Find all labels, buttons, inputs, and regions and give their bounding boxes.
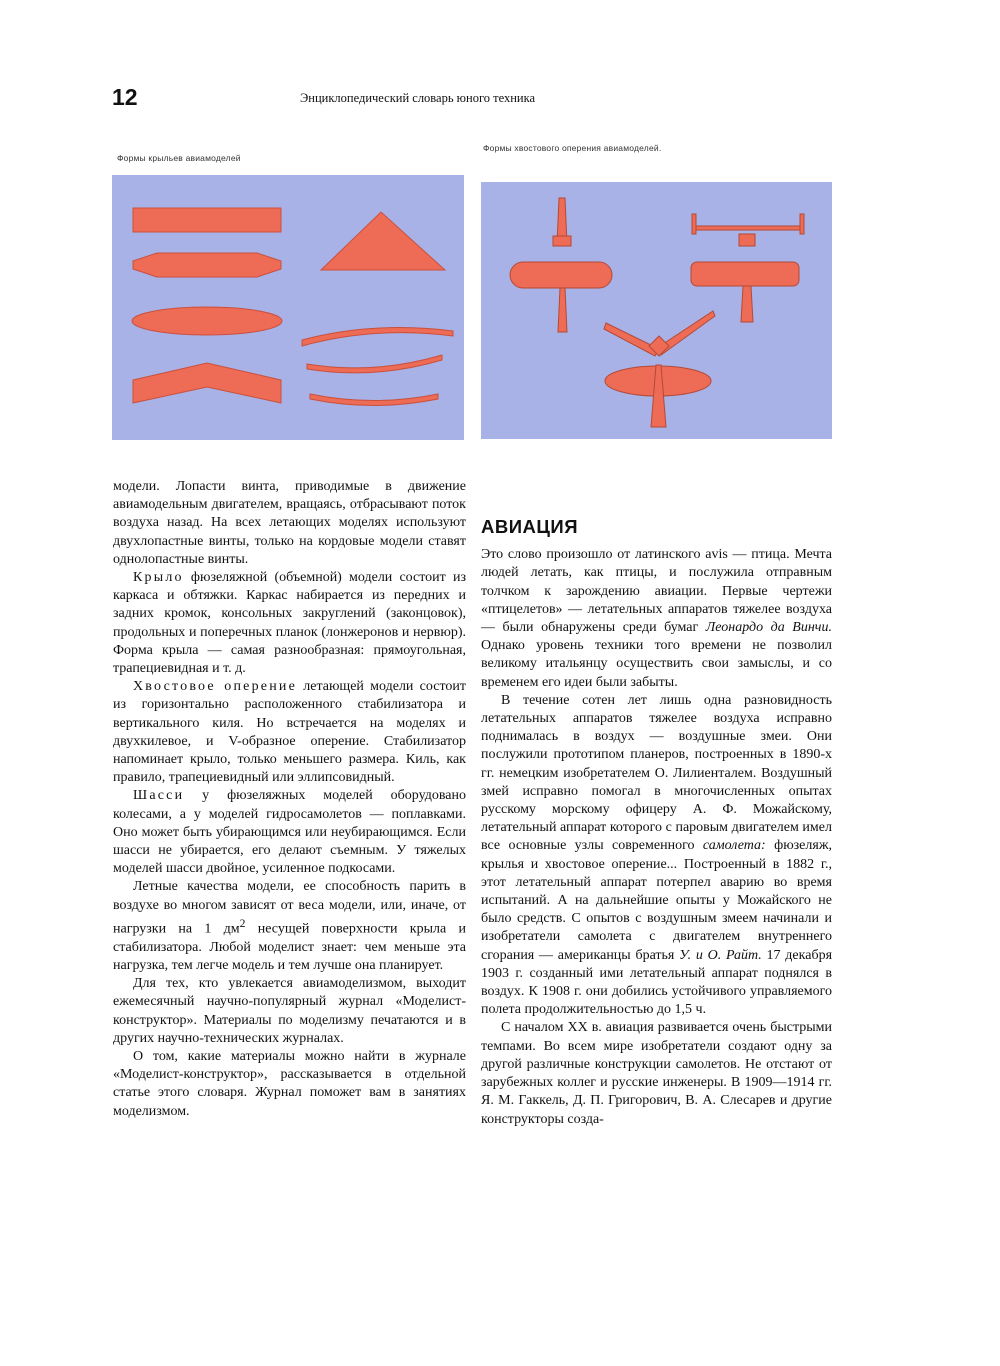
swept-wing [133,363,281,403]
rectangular-wing [133,208,281,232]
term-tail: Хвостовое оперение [133,679,297,695]
page-number: 12 [112,84,138,110]
tail2-stabilizer-bar [692,226,804,230]
right-paragraph-1 [481,546,832,692]
tapered-wing [133,253,281,277]
gull-wing-1 [302,328,453,346]
left-paragraph-4 [113,787,466,878]
tails-figure-caption: Формы хвостового оперения авиамоделей. [483,143,662,153]
term-wing: Крыло [133,570,184,586]
delta-wing [321,212,445,270]
left-paragraph-2 [113,569,466,678]
name-wright: У. и О. Райт. [679,947,762,963]
right-paragraph-2 [481,692,832,1020]
term-chassis: Шасси [133,788,185,804]
left-paragraph-2-text: фюзеляжной (объемной) модели состоит из каркаса и обтяжки. Каркас набирается из передних и задних кромок, консольных закруглений (законцовок), продольных и поперечных планок (лонжеронов и нервюр). Форма крыла — самая разнообразная: прямоугольная, трапециевидная и т. д. [113,570,466,677]
left-paragraph-4-text: у фюзеляжных моделей оборудовано колесами, а у моделей гидросамолетов — поплавками. Оно может быть убирающимся или неубирающимся. Если шасси не убирается, его делают съемным. У тяжелых моделей шасси двойное, усиленное подкосами. [113,788,466,877]
right-paragraph-1a: Это слово произошло от латинского avis — птица. Мечта людей летать, как птицы, и послужила отправным толчком к зарождению авиации. Первые чертежи «птицелетов» — летательных аппаратов тяжелее воздуха — были обнаружены среди бумаг [481,547,832,636]
tail1-boom [558,288,567,332]
left-paragraph-1: модели. Лопасти винта, приводимые в движение авиамодельным двигателем, вращаясь, отбрасывают поток воздуха назад. На всех летающих моделях используют двухлопастные винты, только на кордовые модели ставят однолопастные винты. [113,479,466,567]
right-text-column [481,518,832,1129]
tail1-stabilizer [510,262,612,288]
right-paragraph-3: С началом XX в. авиация развивается очень быстрыми темпами. Во всем мире изобретатели создают одну за другой различные конструкции самолетов. Не отстают от зарубежных коллег и русские инженеры. В 1909—1914 гг. Я. М. Гаккель, Д. П. Григорович, В. А. Слесарев и другие конструкторы созда- [481,1020,832,1127]
left-paragraph-3-text: летающей модели состоит из горизонтально расположенного стабилизатора и вертикального киля. Но встречается на моделях и двухкилевое, и V-образное оперение. Стабилизатор напоминает крыло, только меньшего размера. Киль, как правило, трапециевидный или эллипсовидный. [113,679,466,786]
left-paragraph-3 [113,678,466,787]
right-paragraph-2a: В течение сотен лет лишь одна разновидность летательных аппаратов тяжелее воздуха исправно поднималась в воздух — воздушные змеи. Они послужили прототипом планеров, построенных в 1890-х гг. немецким изобретателем О. Лилиенталем. Воздушный змей исправно помогал в многочисленных опытах русскому морскому офицеру А. Ф. Можайскому, летательный аппарат которого с паровым двигателем имел все основные узлы современного [481,692,832,854]
tail3-v-left [604,323,659,356]
tail1-stub [553,236,571,246]
right-paragraph-2b: фюзеляж, крылья и хвостовое оперение... Построенный в 1882 г., этот летательный аппарат потерпел аварию во время испытаний. А на дальнейшие опыты у Можайского не было средств. С опытов с воздушным змеем начинали и изобретатели самолета с двигателем внутреннего сгорания — американцы братья [481,838,832,963]
left-text-column [113,478,466,1121]
tail2-stabilizer [691,262,799,286]
name-leonardo: Леонардо да Винчи. [705,620,832,636]
tail2-boom [741,286,753,322]
term-airplane: самолета: [702,838,766,854]
tail2-fin-right [800,214,804,234]
running-title: Энциклопедический словарь юного техника [300,91,536,105]
wings-figure-caption: Формы крыльев авиамоделей [117,153,241,163]
right-paragraph-2c: 17 декабря 1903 г. созданный ими летательный аппарат поднялся в воздух. К 1908 г. они добились устойчивого управляемого полета продолжительностью до 1,5 ч. [481,947,833,1018]
wing-shapes-illustration [112,175,464,440]
left-paragraph-6: Для тех, кто увлекается авиамоделизмом, выходит ежемесячный научно-популярный журнал «Моделист-конструктор». Материалы по моделизму печатаются и в других научно-технических журналах. [113,976,466,1046]
left-paragraph-5b: несущей поверхности крыла и стабилизатора. Любой моделист знает: чем меньше эта нагрузка, тем легче модель и тем лучше она планирует. [113,921,466,973]
left-paragraph-5a: Летные качества модели, ее способность парить в воздухе во многом зависят от веса модели, или, иначе, от нагрузки на 1 дм [113,879,466,937]
superscript-2: 2 [239,916,246,930]
article-title: АВИАЦИЯ [481,516,578,537]
right-paragraph-1b: Однако уровень техники того времени не позволил великому итальянцу осуществить свои замыслы, и со временем его идеи были забыты. [481,638,832,690]
tail2-stub [739,234,755,246]
gull-wing-3 [310,394,438,406]
gull-wing-2 [307,355,442,373]
left-paragraph-7: О том, какие материалы можно найти в журнале «Моделист-конструктор», рассказывается в отдельной статье этого словаря. Журнал поможет вам в занятиях моделизмом. [113,1048,466,1119]
tail2-fin-left [692,214,696,234]
tail-shapes-illustration [481,182,832,439]
elliptical-wing [132,307,282,335]
left-paragraph-5 [113,878,466,975]
